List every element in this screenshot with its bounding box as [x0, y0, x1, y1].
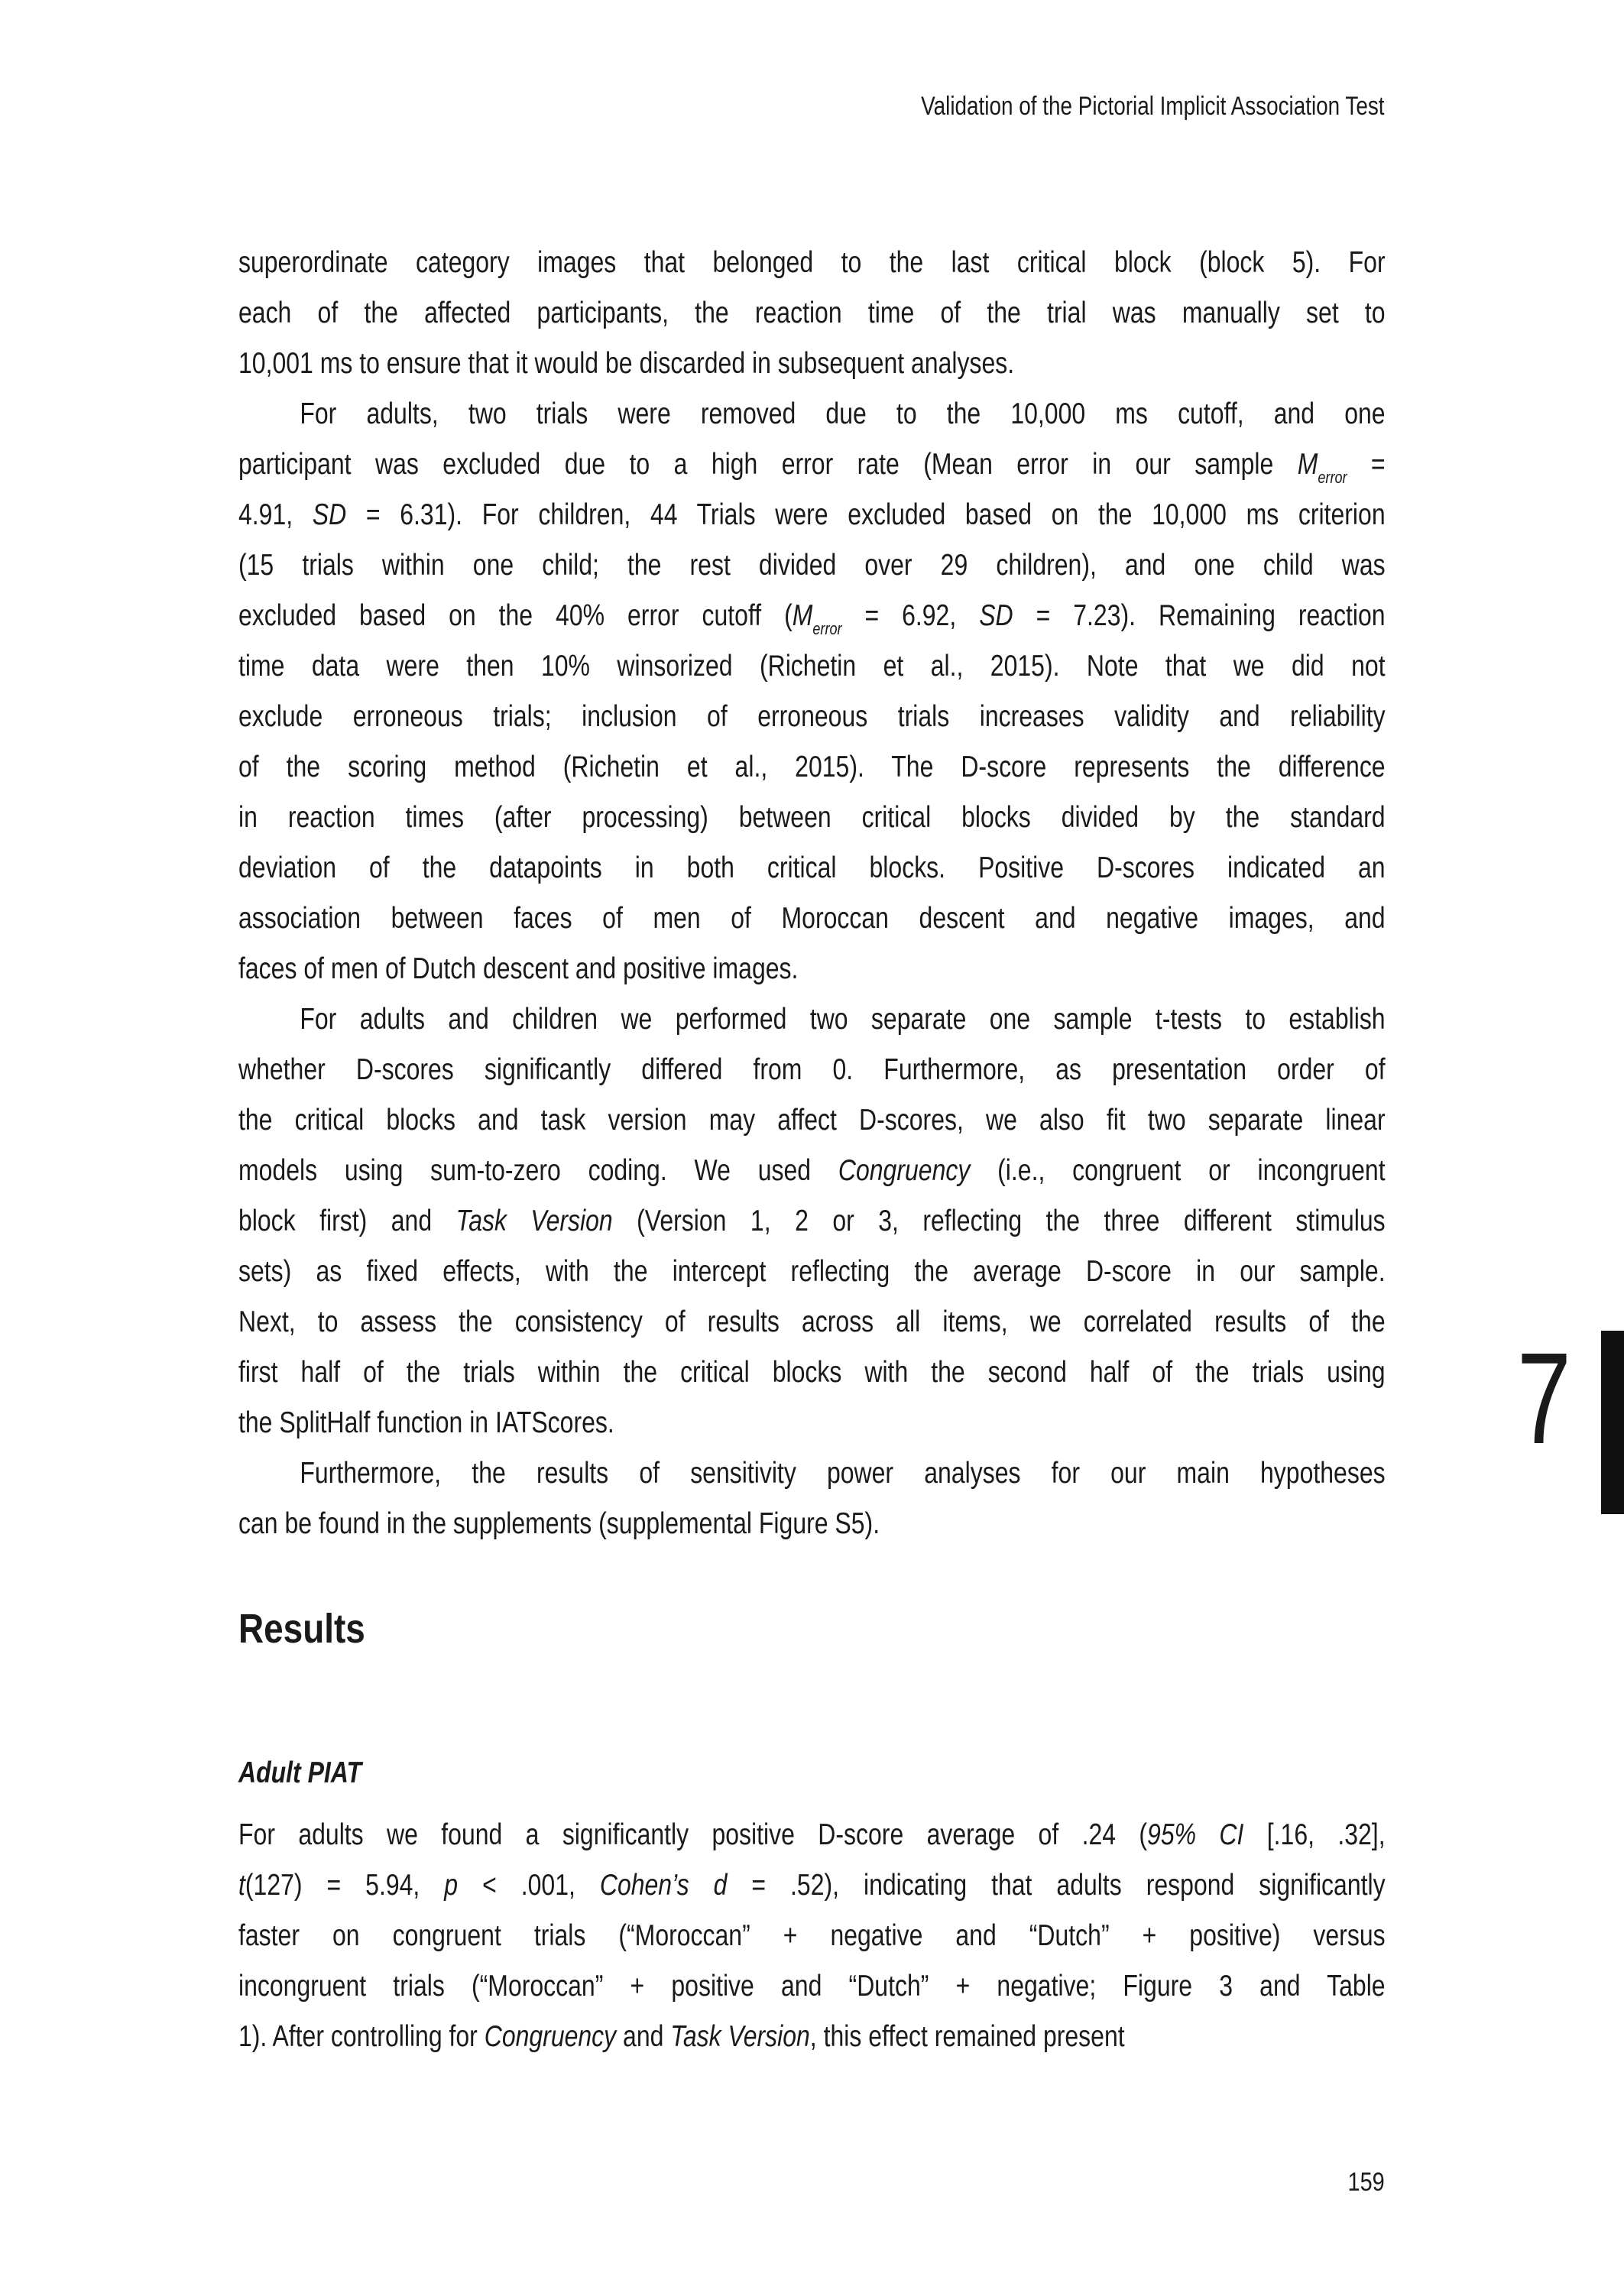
text-line [238, 238, 1386, 288]
text-line [238, 1448, 1386, 1499]
text-run: = [1347, 448, 1386, 481]
text-run: = 6.92, [841, 599, 980, 632]
text-run: For adults we found a significantly positive D-score average of .24 ( [238, 1818, 1148, 1851]
section-heading-results: Results [238, 1606, 365, 1652]
text-run: (i.e., congruent or incongruent [970, 1154, 1386, 1187]
text-run: each of the affected participants, the reaction time of the trial was manually set to [238, 297, 1386, 329]
text-run: superordinate category images that belonged to the last critical block (block 5). For [238, 246, 1386, 279]
text-run: the critical blocks and task version may affect D-scores, we also fit two separate linear [238, 1104, 1386, 1137]
text-line [238, 439, 1386, 490]
text-run: association between faces of men of Moroccan descent and negative images, and [238, 902, 1386, 935]
text-line [238, 641, 1386, 692]
text-run: Furthermore, the results of sensitivity power analyses for our main hypotheses [300, 1457, 1386, 1490]
text-run: excluded based on the 40% error cutoff ( [238, 599, 793, 632]
text-run: error [812, 619, 842, 638]
text-run: p [444, 1869, 459, 1902]
paragraph [238, 1810, 1385, 2062]
text-line [238, 1348, 1386, 1398]
text-run: SD [979, 599, 1013, 632]
text-run: For adults and children we performed two separate one sample t-tests to establish [300, 1003, 1386, 1036]
text-line [238, 1146, 1386, 1196]
text-line [238, 288, 1386, 339]
text-run: the SplitHalf function in IATScores. [238, 1406, 614, 1439]
paragraph [238, 238, 1385, 389]
text-line [238, 843, 1386, 894]
paragraph [238, 389, 1385, 994]
text-run: can be found in the supplements (supplemental Figure S5). [238, 1507, 880, 1540]
text-run: = 6.31). For children, 44 Trials were excluded based on the 10,000 ms criterion [346, 498, 1386, 531]
text-line [238, 944, 1386, 994]
text-run: = .52), indicating that adults respond significantly [727, 1869, 1386, 1902]
text-run: For adults, two trials were removed due to the 10,000 ms cutoff, and one [300, 397, 1386, 430]
text-line [238, 1961, 1386, 2012]
text-run: [.16, .32], [1243, 1818, 1386, 1851]
text-line [238, 1911, 1386, 1961]
chapter-marker: 7 [1517, 1326, 1571, 1471]
paragraph [238, 994, 1385, 1448]
text-run: whether D-scores significantly differed from 0. Furthermore, as presentation order of [238, 1053, 1386, 1086]
text-run: M [1297, 448, 1318, 481]
text-run: t [238, 1869, 245, 1902]
text-run: time data were then 10% winsorized (Richetin et al., 2015). Note that we did not [238, 650, 1386, 683]
text-run: Cohen’s d [599, 1869, 728, 1902]
running-header: Validation of the Pictorial Implicit Association Test [921, 92, 1385, 121]
text-line [238, 1860, 1386, 1911]
text-line [238, 994, 1386, 1045]
text-run: , this effect remained present [809, 2020, 1125, 2053]
text-run: deviation of the datapoints in both critical blocks. Positive D-scores indicated an [238, 851, 1386, 884]
paragraph [238, 1448, 1385, 1549]
text-run: models using sum-to-zero coding. We used [238, 1154, 838, 1187]
text-line [238, 1499, 1386, 1549]
text-line [238, 490, 1386, 540]
text-run: (Version 1, 2 or 3, reflecting the three different stimulus [612, 1205, 1386, 1237]
text-run: SD [312, 498, 347, 531]
text-line [238, 1247, 1386, 1297]
text-run: faster on congruent trials (“Moroccan” + negative and “Dutch” + positive) versus [238, 1919, 1386, 1952]
text-run: and [616, 2020, 671, 2053]
text-run: (15 trials within one child; the rest divided over 29 children), and one child was [238, 549, 1386, 582]
page-number: 159 [1347, 2168, 1385, 2197]
text-run: first half of the trials within the critical blocks with the second half of the trials using [238, 1356, 1386, 1389]
text-run: 1). After controlling for [238, 2020, 485, 2053]
text-line [238, 540, 1386, 591]
text-run: Next, to assess the consistency of results across all items, we correlated results of the [238, 1305, 1386, 1338]
text-run: 4.91, [238, 498, 313, 531]
text-run: error [1318, 468, 1347, 487]
text-run: incongruent trials (“Moroccan” + positive and “Dutch” + negative; Figure 3 and Table [238, 1970, 1386, 2003]
text-run: (127) = 5.94, [245, 1869, 445, 1902]
text-run: = 7.23). Remaining reaction [1013, 599, 1386, 632]
text-line [238, 1297, 1386, 1348]
text-run: Task Version [455, 1205, 613, 1237]
text-run: participant was excluded due to a high error rate (Mean error in our sample [238, 448, 1298, 481]
text-line [238, 1196, 1386, 1247]
text-run: 95% CI [1147, 1818, 1244, 1851]
text-line [238, 692, 1386, 742]
text-run: of the scoring method (Richetin et al., 2015). The D-score represents the difference [238, 751, 1386, 783]
text-line [238, 894, 1386, 944]
text-line [238, 793, 1386, 843]
text-line [238, 1095, 1386, 1146]
text-line [238, 591, 1386, 641]
text-run: exclude erroneous trials; inclusion of erroneous trials increases validity and reliability [238, 700, 1386, 733]
text-run: block first) and [238, 1205, 456, 1237]
text-line [238, 1398, 1386, 1448]
text-run: in reaction times (after processing) between critical blocks divided by the standard [238, 801, 1386, 834]
text-run: faces of men of Dutch descent and positive images. [238, 952, 799, 985]
subheading-adult-piat: Adult PIAT [238, 1756, 362, 1789]
text-line [238, 389, 1386, 439]
text-line [238, 2012, 1386, 2062]
text-line [238, 339, 1386, 389]
text-line [238, 1045, 1386, 1095]
text-run: sets) as fixed effects, with the intercept reflecting the average D-score in our sample. [238, 1255, 1386, 1288]
results-text [238, 1810, 1385, 2062]
text-run: 10,001 ms to ensure that it would be discarded in subsequent analyses. [238, 347, 1015, 380]
text-run: < .001, [458, 1869, 600, 1902]
text-run: Task Version [670, 2020, 810, 2053]
text-run: Congruency [838, 1154, 971, 1187]
chapter-thumb-tab [1601, 1331, 1624, 1514]
text-line [238, 742, 1386, 793]
text-run: M [792, 599, 813, 632]
methods-text [238, 238, 1385, 1549]
text-run: Congruency [484, 2020, 617, 2053]
text-line [238, 1810, 1386, 1860]
